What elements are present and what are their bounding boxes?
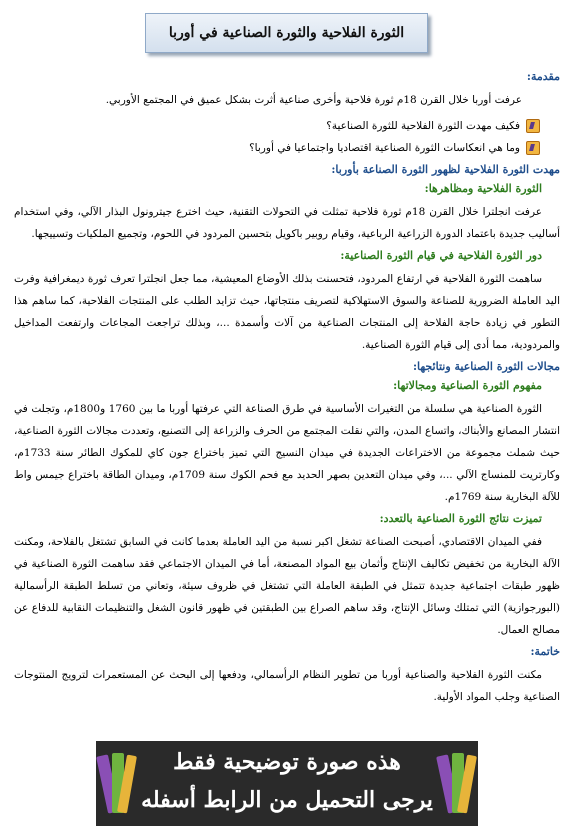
section2-heading: مجالات الثورة الصناعية ونتائجها:	[412, 360, 560, 373]
question-text: وما هي انعكاسات الثورة الصناعية اقتصاديا واجتماعيا في أوربا؟	[249, 142, 520, 154]
question-item	[14, 137, 540, 159]
section1-sub2-heading: دور الثورة الفلاحية في قيام الثورة الصناعية:	[340, 249, 542, 262]
books-icon	[440, 749, 474, 815]
title-box	[145, 13, 428, 53]
section1-heading: مهدت الثورة الفلاحية لظهور الثورة الصناعة بأوربا:	[331, 163, 560, 176]
preview-banner	[96, 741, 478, 826]
intro-text: عرفت أوربا خلال القرن 18م ثورة فلاحية وأخرى صناعية أثرت بشكل عميق في المجتمع الأوربي.	[105, 94, 522, 106]
intro-heading: مقدمة:	[526, 70, 560, 83]
section1-sub2-text: ساهمت الثورة الفلاحية في ارتفاع المردود، فتحسنت بذلك الأوضاع المعيشية، مما جعل انجلترا تعرف ثورة ديمغرافية وفرت اليد العاملة الضرورية للصناعة والسوق الاستهلاكية لتصريف منتجاتها، حيث تزايد الطلب على المنتجات الفلاحية، كما ساهم هذا التطور في زيادة حاجة الفلاحة إلى المنتجات الصناعية من آلات وأسمدة ...، وبذلك تراجعت المجاعات وارتفعت المداخيل والمردودية، مما أدى إلى قيام الثورة الصناعية.	[14, 273, 560, 351]
section2-sub1-heading: مفهوم الثورة الصناعية ومجالاتها:	[393, 379, 542, 392]
question-text: فكيف مهدت الثورة الفلاحية للثورة الصناعية؟	[326, 120, 520, 132]
question-item	[14, 115, 540, 137]
books-icon	[100, 749, 134, 815]
document-body	[14, 70, 560, 712]
pencil-icon	[526, 119, 540, 133]
banner-line-2: يرجى التحميل من الرابط أسفله	[141, 787, 433, 813]
banner-line-1: هذه صورة توضيحية فقط	[173, 749, 401, 775]
conclusion-heading: خاتمة:	[530, 645, 560, 658]
section1-sub1-heading: الثورة الفلاحية ومظاهرها:	[424, 182, 542, 195]
section1-sub1-text: عرفت انجلترا خلال القرن 18م ثورة فلاحية تمثلت في التحولات التقنية، حيث اخترع جيترونول البذار الآلي، وفي استخدام أساليب جديدة باعتماد الدورة الزراعية الرباعية، وقيام روبير باكويل بتحسين المردود في اللحوم، وتجميع الملكيات وتسييجها.	[14, 206, 560, 240]
section2-sub2-heading: تميزت نتائج الثورة الصناعية بالتعدد:	[379, 512, 542, 525]
section2-sub2-text: ففي الميدان الاقتصادي، أصبحت الصناعة تشغل اكبر نسبة من اليد العاملة بعدما كانت في السابق تشتغل بالفلاحة، ومكنت الآلة البخارية من تخفيض تكاليف الإنتاج وأثمان بيع المواد المصنعة، أما في الميدان الاجتماعي فقد ساهمت الثورة الصناعية في ظهور طبقات اجتماعية جديدة تتمثل في الطبقة العاملة التي تشتغل في ظروف سيئة، وتعاني من تسلط الطبقة الرأسمالية (البورجوازية) التي تمتلك وسائل الإنتاج، وقد ساهم الصراع بين الطبقتين في ظهور قانون الشغل والتنظيمات النقابية للدفاع عن مصالح العمال.	[14, 536, 560, 636]
conclusion-text: مكنت الثورة الفلاحية والصناعية أوربا من تطوير النظام الرأسمالي، ودفعها إلى البحث عن المستعمرات لترويج المنتوجات الصناعية وجلب المواد الأولية.	[14, 669, 560, 703]
pencil-icon	[526, 141, 540, 155]
page-title: الثورة الفلاحية والثورة الصناعية في أوربا	[168, 25, 405, 41]
section2-sub1-text: الثورة الصناعية هي سلسلة من التغيرات الأساسية في طرق الصناعة التي عرفتها أوربا ما بين 1760 و1800م، وتجلت في انتشار المصانع والأبناك، واتساع المدن، والتي نقلت المجتمع من الحرف والزراعة إلى التصنيع، وتعددت مجالات الثورة الصناعية، حيث شملت مجموعة من الاختراعات الجديدة في ميدان النسيج التي تميز باختراع جون كاي للمكوك الطائر سنة 1733م، وكارتريت للمنساج الآلي ...، وفي ميدان التعدين بصهر الحديد مع فحم الكوك سنة 1709م، وميدان الطاقة باختراع جيمس واط للآلة البخارية سنة 1769م.	[14, 403, 560, 503]
